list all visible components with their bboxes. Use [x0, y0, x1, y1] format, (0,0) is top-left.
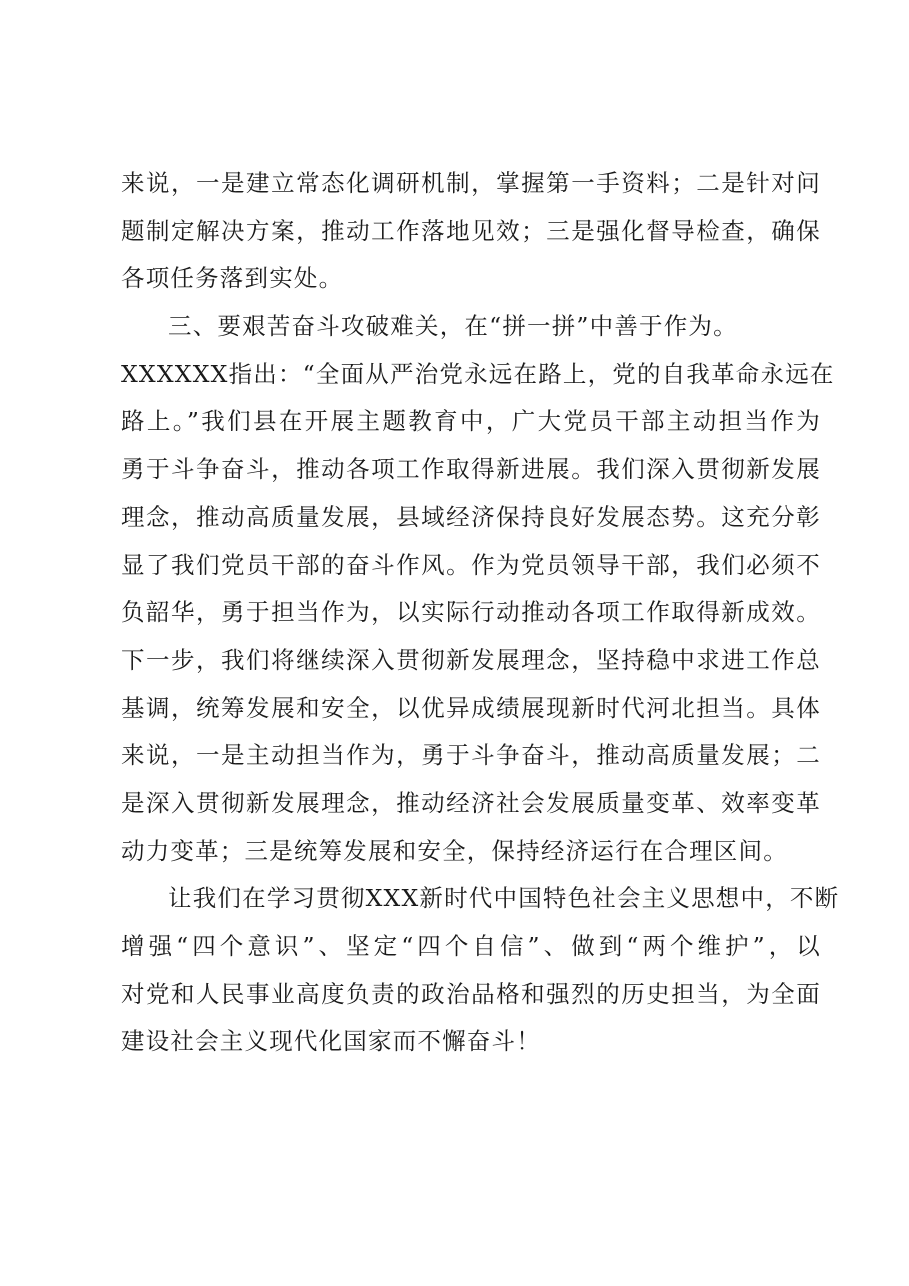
text-line: 各项任务落到实处。: [121, 264, 344, 293]
text-line: 路上。”我们县在开展主题教育中，广大党员干部主动担当作为: [121, 407, 821, 436]
paragraph-3: [121, 875, 840, 1066]
text-line: 下一步，我们将继续深入贯彻新发展理念，坚持稳中求进工作总: [121, 645, 821, 674]
text-line: 基调，统筹发展和安全，以优异成绩展现新时代河北担当。具体: [121, 693, 821, 722]
text-line: 建设社会主义现代化国家而不懈奋斗！: [121, 1027, 541, 1056]
paragraph-2: [121, 303, 835, 875]
text-line: 是深入贯彻新发展理念，推动经济社会发展质量变革、效率变革: [121, 788, 821, 817]
text-line: 让我们在学习贯彻XXX新时代中国特色社会主义思想中，不断: [168, 884, 840, 913]
section-heading: 三、要艰苦奋斗攻破难关，在“拼一拼”中善于作为。: [168, 312, 738, 341]
text-line: 显了我们党员干部的奋斗作风。作为党员领导干部，我们必须不: [121, 550, 821, 579]
text-line: 负韶华，勇于担当作为，以实际行动推动各项工作取得新成效。: [121, 598, 821, 627]
text-line: 动力变革；三是统筹发展和安全，保持经济运行在合理区间。: [121, 836, 788, 865]
text-line: 增强“四个意识”、坚定“四个自信”、做到“两个维护”，以: [121, 932, 821, 960]
document-body: [121, 160, 840, 1066]
text-line: XXXXXX指出：“全面从严治党永远在路上，党的自我革命永远在: [121, 359, 835, 388]
paragraph-1: [121, 160, 821, 303]
text-line: 勇于斗争奋斗，推动各项工作取得新进展。我们深入贯彻新发展: [121, 455, 821, 484]
text-line: 理念，推动高质量发展，县域经济保持良好发展态势。这充分彰: [121, 502, 821, 531]
text-line: 对党和人民事业高度负责的政治品格和强烈的历史担当，为全面: [121, 979, 821, 1008]
text-line: 来说，一是主动担当作为，勇于斗争奋斗，推动高质量发展；二: [121, 741, 821, 770]
text-line: 来说，一是建立常态化调研机制，掌握第一手资料；二是针对问: [121, 169, 821, 197]
text-line: 题制定解决方案，推动工作落地见效；三是强化督导检查，确保: [121, 216, 821, 245]
